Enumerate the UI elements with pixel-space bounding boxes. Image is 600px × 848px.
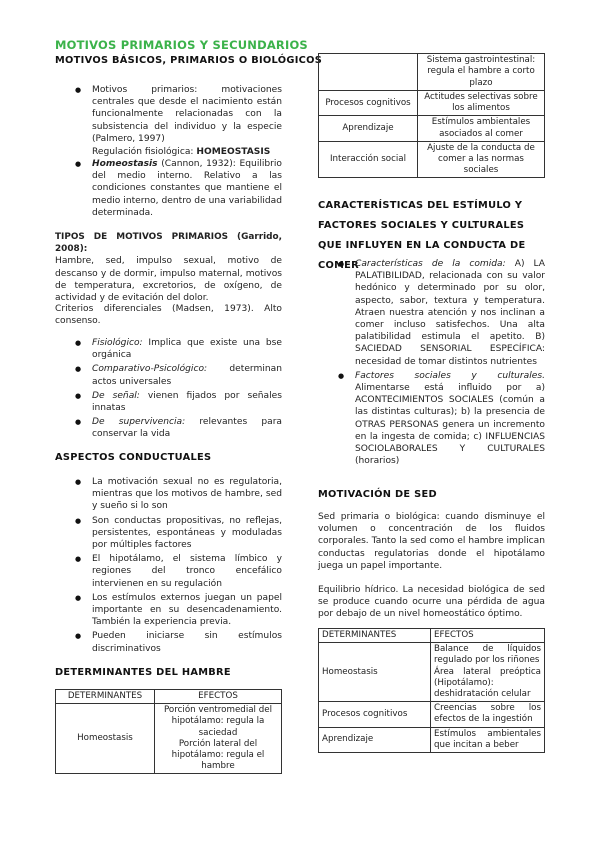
table-header-cell: DETERMINANTES: [319, 629, 431, 643]
table-header-cell: EFECTOS: [155, 690, 282, 704]
section-heading-sed: MOTIVACIÓN DE SED: [318, 489, 437, 500]
table-cell: Estímulos ambientales que incitan a beber: [431, 727, 545, 752]
table-header-row: [319, 629, 545, 643]
list-item: [92, 158, 282, 219]
page-title: MOTIVOS PRIMARIOS Y SECUNDARIOS: [55, 38, 308, 52]
basic-motives-list: [92, 84, 282, 145]
table-cell: Estímulos ambientales asociados al comer: [418, 116, 545, 141]
criterio-label: De señal:: [92, 390, 140, 401]
section-heading-conductuales: ASPECTOS CONDUCTUALES: [55, 452, 212, 463]
criterio-text: relevantes para conservar la vida: [92, 417, 283, 440]
list-item: ● Los estímulos externos juegan un papel importante en su desencadenamiento. También la experiencia previa.: [92, 592, 282, 629]
criterios-intro: Criterios diferenciales (Madsen, 1973). Alto consenso.: [55, 304, 282, 327]
criterio-text: vienen fijados por señales innatas: [92, 390, 282, 414]
table-cell: Procesos cognitivos: [319, 91, 418, 116]
table-cell: Homeostasis: [319, 643, 431, 702]
regulacion-label: Regulación fisiológica:: [92, 147, 197, 157]
table-row: [319, 727, 545, 752]
table-cell: Ajuste de la conducta de comer a las normas sociales: [418, 141, 545, 178]
table-row: [319, 141, 545, 178]
list-item: [92, 337, 282, 361]
table-cell: Actitudes selectivas sobre los alimentos: [418, 91, 545, 116]
tipos-text: Hambre, sed, impulso sexual, motivo de descanso y de dormir, impulso maternal, motivos de temperatura, excretorios, de oxígeno, de actividad y de evitación del dolor.: [55, 256, 282, 304]
table-cell: Homeostasis: [56, 704, 155, 774]
table-row: [319, 54, 545, 91]
table-header-cell: EFECTOS: [431, 629, 545, 643]
criterios-list: [92, 337, 282, 443]
factor-label: Factores sociales y culturales.: [355, 370, 545, 381]
regulacion-line: [92, 146, 282, 158]
section-heading-basicos: MOTIVOS BÁSICOS, PRIMARIOS O BIOLÓGICOS: [55, 55, 323, 66]
criterio-text: determinan actos universales: [92, 364, 282, 387]
table-row: [319, 643, 545, 702]
table-cell: Aprendizaje: [319, 116, 418, 141]
list-item: ● Son conductas propositivas, no reflejas, persistentes, espontáneas y moduladas por múltiples factores: [92, 515, 282, 552]
table-cell: Creencias sobre los efectos de la ingestión: [431, 702, 545, 727]
table-row: [56, 704, 282, 774]
hambre-table: [55, 689, 282, 774]
homeostasis-keyword: HOMEOSTASIS: [196, 147, 271, 157]
criterio-label: Fisiológico:: [92, 338, 143, 348]
table-cell: Sistema gastrointestinal: regula el hambre a corto plazo: [418, 54, 545, 91]
caracteristicas-list: [355, 258, 545, 469]
list-item: ● La motivación sexual no es regulatoria, mientras que los motivos de hambre, sed y sueño si lo son: [92, 476, 282, 513]
criterio-label: Comparativo-Psicológico:: [92, 364, 208, 375]
table-header-row: [56, 690, 282, 704]
criterio-text: Implica que existe una bse orgánica: [92, 338, 282, 361]
hambre-table-continued: [318, 53, 545, 178]
term-homeostasis: Homeostasis: [92, 159, 158, 169]
list-item: [92, 84, 282, 145]
criterio-label: De supervivencia:: [92, 417, 186, 428]
table-row: [319, 116, 545, 141]
section-heading-caracteristicas: CARACTERÍSTICAS DEL ESTÍMULO Y FACTORES SOCIALES Y CULTURALES QUE INFLUYEN EN LA CONDUCTA DE COMER: [318, 200, 526, 271]
table-cell: Aprendizaje: [319, 727, 431, 752]
table-cell: [431, 643, 545, 702]
section-heading-hambre: DETERMINANTES DEL HAMBRE: [55, 667, 231, 678]
effect-text: Porción ventromedial del hipotálamo: regula la saciedad: [164, 705, 272, 738]
table-cell: [319, 54, 418, 91]
list-item: [355, 370, 545, 468]
effect-text: Porción lateral del hipotálamo: regula el hambre: [171, 738, 265, 772]
table-cell: Interacción social: [319, 141, 418, 178]
factor-text: A) LA PALATIBILIDAD, relacionada con su valor hedónico y determinado por su olor, aspecto, sabor, textura y temperatura. Atraen nuestra atención y nos inclinan a comer incluso satisfechos. Una alta palatibilidad estimula el apetito. B) SACIEDAD SENSORIAL ESPECÍFICA: necesidad de tomar distintos nutrientes: [355, 259, 546, 367]
factor-text: Alimentarse está influido por a) ACONTECIMIENTOS SOCIALES (común a las distintas culturas); b) la presencia de OTRAS PERSONAS genera un incremento en la ingesta de comida; c) INFLUENCIAS SOCIOLABORALES Y CULTURALES (horarios): [355, 383, 545, 467]
effect-text: Área lateral preóptica (Hipotálamo): deshidratación celular: [434, 666, 541, 700]
sed-paragraph-2: Equilibrio hídrico. La necesidad biológica de sed se produce cuando ocurre una pérdida de agua por debajo de un nivel homeostático óptimo.: [318, 585, 545, 620]
list-item: [92, 363, 282, 387]
list-item: [92, 416, 282, 440]
table-header-cell: DETERMINANTES: [56, 690, 155, 704]
list-item: [92, 390, 282, 414]
list-item-text: Motivos primarios: motivaciones centrales que desde el nacimiento están funcionalmente relacionadas con la subsistencia del individuo y la especie (Palmero, 1997): [92, 85, 282, 144]
table-row: [319, 91, 545, 116]
tipos-heading: TIPOS DE MOTIVOS PRIMARIOS (Garrido, 2008):: [55, 232, 282, 255]
table-cell: [155, 704, 282, 774]
sed-table: [318, 628, 545, 753]
tipos-block: [55, 231, 282, 304]
table-row: [319, 702, 545, 727]
homeostasis-list: [92, 158, 282, 221]
list-item-text: (Cannon, 1932): Equilibrio del medio interno. Relativo a las condiciones constantes que mantiene el medio interno, dentro de una variabilidad determinada.: [92, 159, 282, 218]
list-item: ● El hipotálamo, el sistema límbico y regiones del tronco encefálico intervienen en su regulación: [92, 553, 282, 590]
sed-paragraph-1: Sed primaria o biológica: cuando disminuye el volumen o concentración de los fluidos corporales. Tanto la sed como el hambre implican conductas regulatorias donde el hipotálamo juega un papel importante.: [318, 512, 545, 571]
factor-label: Características de la comida:: [355, 259, 506, 269]
conductuales-list: [92, 476, 282, 657]
effect-text: Balance de líquidos regulado por los riñones: [434, 644, 541, 666]
list-item: ● Pueden iniciarse sin estímulos discriminativos: [92, 630, 282, 654]
list-item: [355, 258, 545, 368]
table-cell: Procesos cognitivos: [319, 702, 431, 727]
